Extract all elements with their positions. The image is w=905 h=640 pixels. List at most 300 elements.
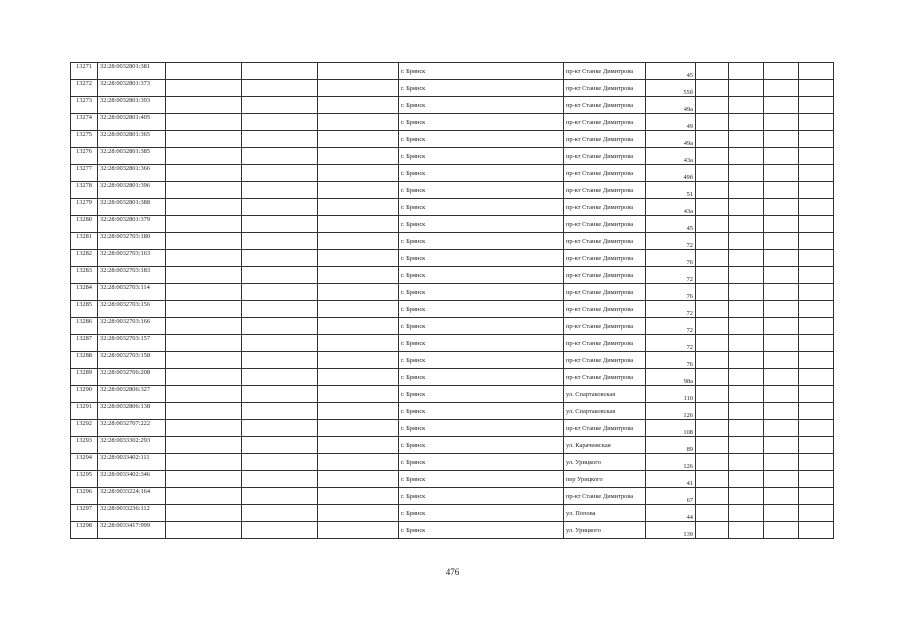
- table-row: [71, 165, 834, 182]
- cadastral-number-cell: 32:28:0032806:327: [98, 386, 166, 403]
- table-row: [71, 284, 834, 301]
- table-row: [71, 420, 834, 437]
- house-number-cell: 76: [646, 352, 696, 369]
- city-cell: г. Брянск: [399, 182, 564, 199]
- empty-cell: [242, 420, 318, 437]
- empty-cell: [729, 352, 764, 369]
- street-cell: пр-кт Станке Димитрова: [564, 301, 646, 318]
- empty-cell: [799, 420, 834, 437]
- cadastral-number-cell: 32:28:0032703:163: [98, 250, 166, 267]
- empty-cell: [696, 471, 729, 488]
- street-cell: пер Урицкого: [564, 471, 646, 488]
- empty-cell: [764, 148, 799, 165]
- empty-cell: [318, 199, 399, 216]
- empty-cell: [764, 301, 799, 318]
- house-number-cell: 43а: [646, 148, 696, 165]
- record-number-cell: 13287: [71, 335, 98, 352]
- cadastral-number-cell: 32:28:0032801:385: [98, 148, 166, 165]
- empty-cell: [318, 148, 399, 165]
- table-row: [71, 148, 834, 165]
- empty-cell: [729, 250, 764, 267]
- cadastral-number-cell: 32:28:0032801:396: [98, 182, 166, 199]
- empty-cell: [764, 165, 799, 182]
- cadastral-number-cell: 32:28:0032703:166: [98, 318, 166, 335]
- house-number-cell: 45: [646, 216, 696, 233]
- empty-cell: [764, 522, 799, 539]
- street-cell: пр-кт Станке Димитрова: [564, 250, 646, 267]
- city-cell: г. Брянск: [399, 505, 564, 522]
- empty-cell: [729, 505, 764, 522]
- street-cell: пр-кт Станке Димитрова: [564, 80, 646, 97]
- empty-cell: [318, 454, 399, 471]
- table-row: [71, 403, 834, 420]
- empty-cell: [764, 318, 799, 335]
- empty-cell: [764, 267, 799, 284]
- empty-cell: [242, 199, 318, 216]
- table-row: [71, 250, 834, 267]
- empty-cell: [696, 403, 729, 420]
- register-table: [70, 62, 834, 539]
- empty-cell: [729, 471, 764, 488]
- empty-cell: [242, 488, 318, 505]
- street-cell: пр-кт Станке Димитрова: [564, 165, 646, 182]
- house-number-cell: 72: [646, 233, 696, 250]
- empty-cell: [318, 182, 399, 199]
- table-row: [71, 488, 834, 505]
- street-cell: ул. Урицкого: [564, 454, 646, 471]
- empty-cell: [729, 386, 764, 403]
- empty-cell: [318, 420, 399, 437]
- street-cell: пр-кт Станке Димитрова: [564, 335, 646, 352]
- empty-cell: [696, 284, 729, 301]
- empty-cell: [166, 505, 242, 522]
- record-number-cell: 13276: [71, 148, 98, 165]
- city-cell: г. Брянск: [399, 488, 564, 505]
- empty-cell: [764, 352, 799, 369]
- empty-cell: [242, 454, 318, 471]
- house-number-cell: 72: [646, 301, 696, 318]
- empty-cell: [166, 199, 242, 216]
- empty-cell: [318, 233, 399, 250]
- table-row: [71, 335, 834, 352]
- empty-cell: [242, 437, 318, 454]
- empty-cell: [318, 250, 399, 267]
- record-number-cell: 13280: [71, 216, 98, 233]
- empty-cell: [764, 386, 799, 403]
- empty-cell: [696, 522, 729, 539]
- record-number-cell: 13294: [71, 454, 98, 471]
- empty-cell: [696, 420, 729, 437]
- empty-cell: [799, 505, 834, 522]
- cadastral-number-cell: 32:28:0032707:222: [98, 420, 166, 437]
- empty-cell: [242, 114, 318, 131]
- empty-cell: [166, 63, 242, 80]
- empty-cell: [729, 97, 764, 114]
- empty-cell: [166, 318, 242, 335]
- empty-cell: [799, 301, 834, 318]
- table-row: [71, 318, 834, 335]
- empty-cell: [318, 335, 399, 352]
- empty-cell: [729, 80, 764, 97]
- empty-cell: [729, 131, 764, 148]
- empty-cell: [799, 216, 834, 233]
- city-cell: г. Брянск: [399, 318, 564, 335]
- empty-cell: [242, 131, 318, 148]
- empty-cell: [696, 369, 729, 386]
- empty-cell: [166, 488, 242, 505]
- table-row: [71, 131, 834, 148]
- house-number-cell: 49а: [646, 131, 696, 148]
- cadastral-number-cell: 32:28:0032801:366: [98, 165, 166, 182]
- empty-cell: [729, 267, 764, 284]
- city-cell: г. Брянск: [399, 335, 564, 352]
- empty-cell: [696, 199, 729, 216]
- empty-cell: [764, 233, 799, 250]
- record-number-cell: 13278: [71, 182, 98, 199]
- empty-cell: [242, 284, 318, 301]
- empty-cell: [318, 216, 399, 233]
- record-number-cell: 13272: [71, 80, 98, 97]
- record-number-cell: 13296: [71, 488, 98, 505]
- table-row: [71, 437, 834, 454]
- empty-cell: [166, 80, 242, 97]
- empty-cell: [318, 114, 399, 131]
- empty-cell: [696, 318, 729, 335]
- record-number-cell: 13284: [71, 284, 98, 301]
- empty-cell: [729, 369, 764, 386]
- empty-cell: [318, 267, 399, 284]
- empty-cell: [318, 471, 399, 488]
- street-cell: пр-кт Станке Димитрова: [564, 352, 646, 369]
- cadastral-number-cell: 32:28:0032703:158: [98, 352, 166, 369]
- cadastral-number-cell: 32:28:0032801:365: [98, 131, 166, 148]
- city-cell: г. Брянск: [399, 403, 564, 420]
- empty-cell: [729, 301, 764, 318]
- empty-cell: [242, 148, 318, 165]
- street-cell: пр-кт Станке Димитрова: [564, 114, 646, 131]
- record-number-cell: 13288: [71, 352, 98, 369]
- street-cell: ул. Урицкого: [564, 522, 646, 539]
- empty-cell: [166, 369, 242, 386]
- empty-cell: [318, 97, 399, 114]
- empty-cell: [166, 216, 242, 233]
- street-cell: пр-кт Станке Димитрова: [564, 148, 646, 165]
- empty-cell: [318, 522, 399, 539]
- empty-cell: [764, 437, 799, 454]
- street-cell: пр-кт Станке Димитрова: [564, 97, 646, 114]
- cadastral-number-cell: 32:28:0032703:157: [98, 335, 166, 352]
- street-cell: пр-кт Станке Димитрова: [564, 284, 646, 301]
- record-number-cell: 13274: [71, 114, 98, 131]
- empty-cell: [242, 216, 318, 233]
- empty-cell: [166, 386, 242, 403]
- city-cell: г. Брянск: [399, 80, 564, 97]
- table-row: [71, 233, 834, 250]
- empty-cell: [799, 522, 834, 539]
- street-cell: пр-кт Станке Димитрова: [564, 216, 646, 233]
- empty-cell: [242, 471, 318, 488]
- empty-cell: [764, 216, 799, 233]
- empty-cell: [764, 403, 799, 420]
- house-number-cell: 49а: [646, 97, 696, 114]
- register-body: [71, 63, 834, 539]
- empty-cell: [242, 335, 318, 352]
- empty-cell: [166, 403, 242, 420]
- cadastral-number-cell: 32:28:0033224:164: [98, 488, 166, 505]
- empty-cell: [799, 80, 834, 97]
- record-number-cell: 13293: [71, 437, 98, 454]
- city-cell: г. Брянск: [399, 437, 564, 454]
- empty-cell: [799, 471, 834, 488]
- record-number-cell: 13275: [71, 131, 98, 148]
- empty-cell: [166, 301, 242, 318]
- city-cell: г. Брянск: [399, 454, 564, 471]
- street-cell: ул. Карачижская: [564, 437, 646, 454]
- empty-cell: [696, 250, 729, 267]
- cadastral-number-cell: 32:28:0032801:379: [98, 216, 166, 233]
- empty-cell: [764, 488, 799, 505]
- street-cell: пр-кт Станке Димитрова: [564, 63, 646, 80]
- empty-cell: [696, 80, 729, 97]
- empty-cell: [166, 471, 242, 488]
- empty-cell: [764, 335, 799, 352]
- empty-cell: [318, 403, 399, 420]
- empty-cell: [764, 505, 799, 522]
- empty-cell: [799, 233, 834, 250]
- empty-cell: [729, 454, 764, 471]
- empty-cell: [242, 318, 318, 335]
- empty-cell: [799, 352, 834, 369]
- empty-cell: [242, 97, 318, 114]
- empty-cell: [729, 420, 764, 437]
- house-number-cell: 45: [646, 63, 696, 80]
- cadastral-number-cell: 32:28:0032703:183: [98, 267, 166, 284]
- street-cell: ул. Попова: [564, 505, 646, 522]
- empty-cell: [696, 488, 729, 505]
- empty-cell: [318, 318, 399, 335]
- empty-cell: [729, 403, 764, 420]
- empty-cell: [696, 131, 729, 148]
- empty-cell: [242, 233, 318, 250]
- table-row: [71, 505, 834, 522]
- empty-cell: [764, 63, 799, 80]
- street-cell: пр-кт Станке Димитрова: [564, 267, 646, 284]
- city-cell: г. Брянск: [399, 165, 564, 182]
- empty-cell: [764, 131, 799, 148]
- city-cell: г. Брянск: [399, 148, 564, 165]
- empty-cell: [696, 437, 729, 454]
- empty-cell: [696, 233, 729, 250]
- table-row: [71, 97, 834, 114]
- empty-cell: [764, 471, 799, 488]
- house-number-cell: 110: [646, 386, 696, 403]
- record-number-cell: 13295: [71, 471, 98, 488]
- empty-cell: [764, 114, 799, 131]
- empty-cell: [318, 352, 399, 369]
- empty-cell: [242, 80, 318, 97]
- cadastral-number-cell: 32:28:0033236:112: [98, 505, 166, 522]
- empty-cell: [696, 165, 729, 182]
- empty-cell: [318, 437, 399, 454]
- empty-cell: [696, 335, 729, 352]
- empty-cell: [166, 114, 242, 131]
- empty-cell: [696, 505, 729, 522]
- empty-cell: [799, 165, 834, 182]
- empty-cell: [764, 284, 799, 301]
- house-number-cell: 43а: [646, 199, 696, 216]
- empty-cell: [242, 505, 318, 522]
- empty-cell: [318, 301, 399, 318]
- city-cell: г. Брянск: [399, 250, 564, 267]
- city-cell: г. Брянск: [399, 267, 564, 284]
- record-number-cell: 13277: [71, 165, 98, 182]
- empty-cell: [764, 420, 799, 437]
- empty-cell: [318, 369, 399, 386]
- empty-cell: [166, 165, 242, 182]
- empty-cell: [729, 522, 764, 539]
- record-number-cell: 13282: [71, 250, 98, 267]
- empty-cell: [799, 267, 834, 284]
- city-cell: г. Брянск: [399, 369, 564, 386]
- city-cell: г. Брянск: [399, 471, 564, 488]
- empty-cell: [799, 335, 834, 352]
- empty-cell: [166, 437, 242, 454]
- empty-cell: [729, 488, 764, 505]
- empty-cell: [799, 318, 834, 335]
- empty-cell: [799, 488, 834, 505]
- record-number-cell: 13273: [71, 97, 98, 114]
- house-number-cell: 76: [646, 250, 696, 267]
- house-number-cell: 49: [646, 114, 696, 131]
- house-number-cell: 89: [646, 437, 696, 454]
- empty-cell: [318, 165, 399, 182]
- house-number-cell: 67: [646, 488, 696, 505]
- empty-cell: [318, 131, 399, 148]
- empty-cell: [729, 216, 764, 233]
- empty-cell: [729, 233, 764, 250]
- house-number-cell: 55б: [646, 80, 696, 97]
- street-cell: пр-кт Станке Димитрова: [564, 369, 646, 386]
- empty-cell: [318, 284, 399, 301]
- empty-cell: [764, 182, 799, 199]
- empty-cell: [166, 522, 242, 539]
- empty-cell: [729, 114, 764, 131]
- record-number-cell: 13285: [71, 301, 98, 318]
- empty-cell: [696, 301, 729, 318]
- empty-cell: [729, 318, 764, 335]
- empty-cell: [764, 199, 799, 216]
- empty-cell: [729, 284, 764, 301]
- cadastral-number-cell: 32:28:0032801:381: [98, 63, 166, 80]
- empty-cell: [799, 284, 834, 301]
- cadastral-number-cell: 32:28:0033402:111: [98, 454, 166, 471]
- empty-cell: [166, 335, 242, 352]
- table-row: [71, 369, 834, 386]
- record-number-cell: 13292: [71, 420, 98, 437]
- city-cell: г. Брянск: [399, 284, 564, 301]
- empty-cell: [799, 97, 834, 114]
- city-cell: г. Брянск: [399, 386, 564, 403]
- empty-cell: [318, 505, 399, 522]
- house-number-cell: 72: [646, 267, 696, 284]
- empty-cell: [729, 437, 764, 454]
- street-cell: пр-кт Станке Димитрова: [564, 182, 646, 199]
- city-cell: г. Брянск: [399, 97, 564, 114]
- empty-cell: [242, 63, 318, 80]
- empty-cell: [799, 250, 834, 267]
- cadastral-number-cell: 32:28:0032703:180: [98, 233, 166, 250]
- cadastral-number-cell: 32:28:0032801:388: [98, 199, 166, 216]
- house-number-cell: 126: [646, 403, 696, 420]
- record-number-cell: 13283: [71, 267, 98, 284]
- empty-cell: [729, 199, 764, 216]
- city-cell: г. Брянск: [399, 131, 564, 148]
- city-cell: г. Брянск: [399, 522, 564, 539]
- table-row: [71, 454, 834, 471]
- empty-cell: [166, 182, 242, 199]
- record-number-cell: 13291: [71, 403, 98, 420]
- house-number-cell: 44: [646, 505, 696, 522]
- city-cell: г. Брянск: [399, 216, 564, 233]
- empty-cell: [166, 420, 242, 437]
- house-number-cell: 108: [646, 420, 696, 437]
- empty-cell: [166, 284, 242, 301]
- table-row: [71, 352, 834, 369]
- table-row: [71, 80, 834, 97]
- empty-cell: [242, 267, 318, 284]
- house-number-cell: 126: [646, 454, 696, 471]
- empty-cell: [799, 131, 834, 148]
- empty-cell: [166, 454, 242, 471]
- empty-cell: [696, 97, 729, 114]
- empty-cell: [799, 63, 834, 80]
- empty-cell: [696, 454, 729, 471]
- empty-cell: [696, 386, 729, 403]
- cadastral-number-cell: 32:28:0032703:114: [98, 284, 166, 301]
- record-number-cell: 13286: [71, 318, 98, 335]
- city-cell: г. Брянск: [399, 114, 564, 131]
- empty-cell: [696, 267, 729, 284]
- empty-cell: [764, 80, 799, 97]
- table-row: [71, 63, 834, 80]
- table-row: [71, 216, 834, 233]
- empty-cell: [242, 522, 318, 539]
- cadastral-number-cell: 32:28:0033402:346: [98, 471, 166, 488]
- empty-cell: [242, 182, 318, 199]
- street-cell: ул. Спартаковская: [564, 403, 646, 420]
- table-row: [71, 386, 834, 403]
- street-cell: ул. Спартаковская: [564, 386, 646, 403]
- house-number-cell: 76: [646, 284, 696, 301]
- city-cell: г. Брянск: [399, 63, 564, 80]
- house-number-cell: 72: [646, 335, 696, 352]
- cadastral-number-cell: 32:28:0032806:138: [98, 403, 166, 420]
- empty-cell: [696, 216, 729, 233]
- table-row: [71, 471, 834, 488]
- empty-cell: [764, 369, 799, 386]
- empty-cell: [318, 386, 399, 403]
- table-row: [71, 114, 834, 131]
- house-number-cell: 41: [646, 471, 696, 488]
- empty-cell: [729, 63, 764, 80]
- empty-cell: [799, 369, 834, 386]
- house-number-cell: 98а: [646, 369, 696, 386]
- empty-cell: [242, 386, 318, 403]
- city-cell: г. Брянск: [399, 420, 564, 437]
- cadastral-number-cell: 32:28:0032706:208: [98, 369, 166, 386]
- empty-cell: [799, 403, 834, 420]
- empty-cell: [166, 352, 242, 369]
